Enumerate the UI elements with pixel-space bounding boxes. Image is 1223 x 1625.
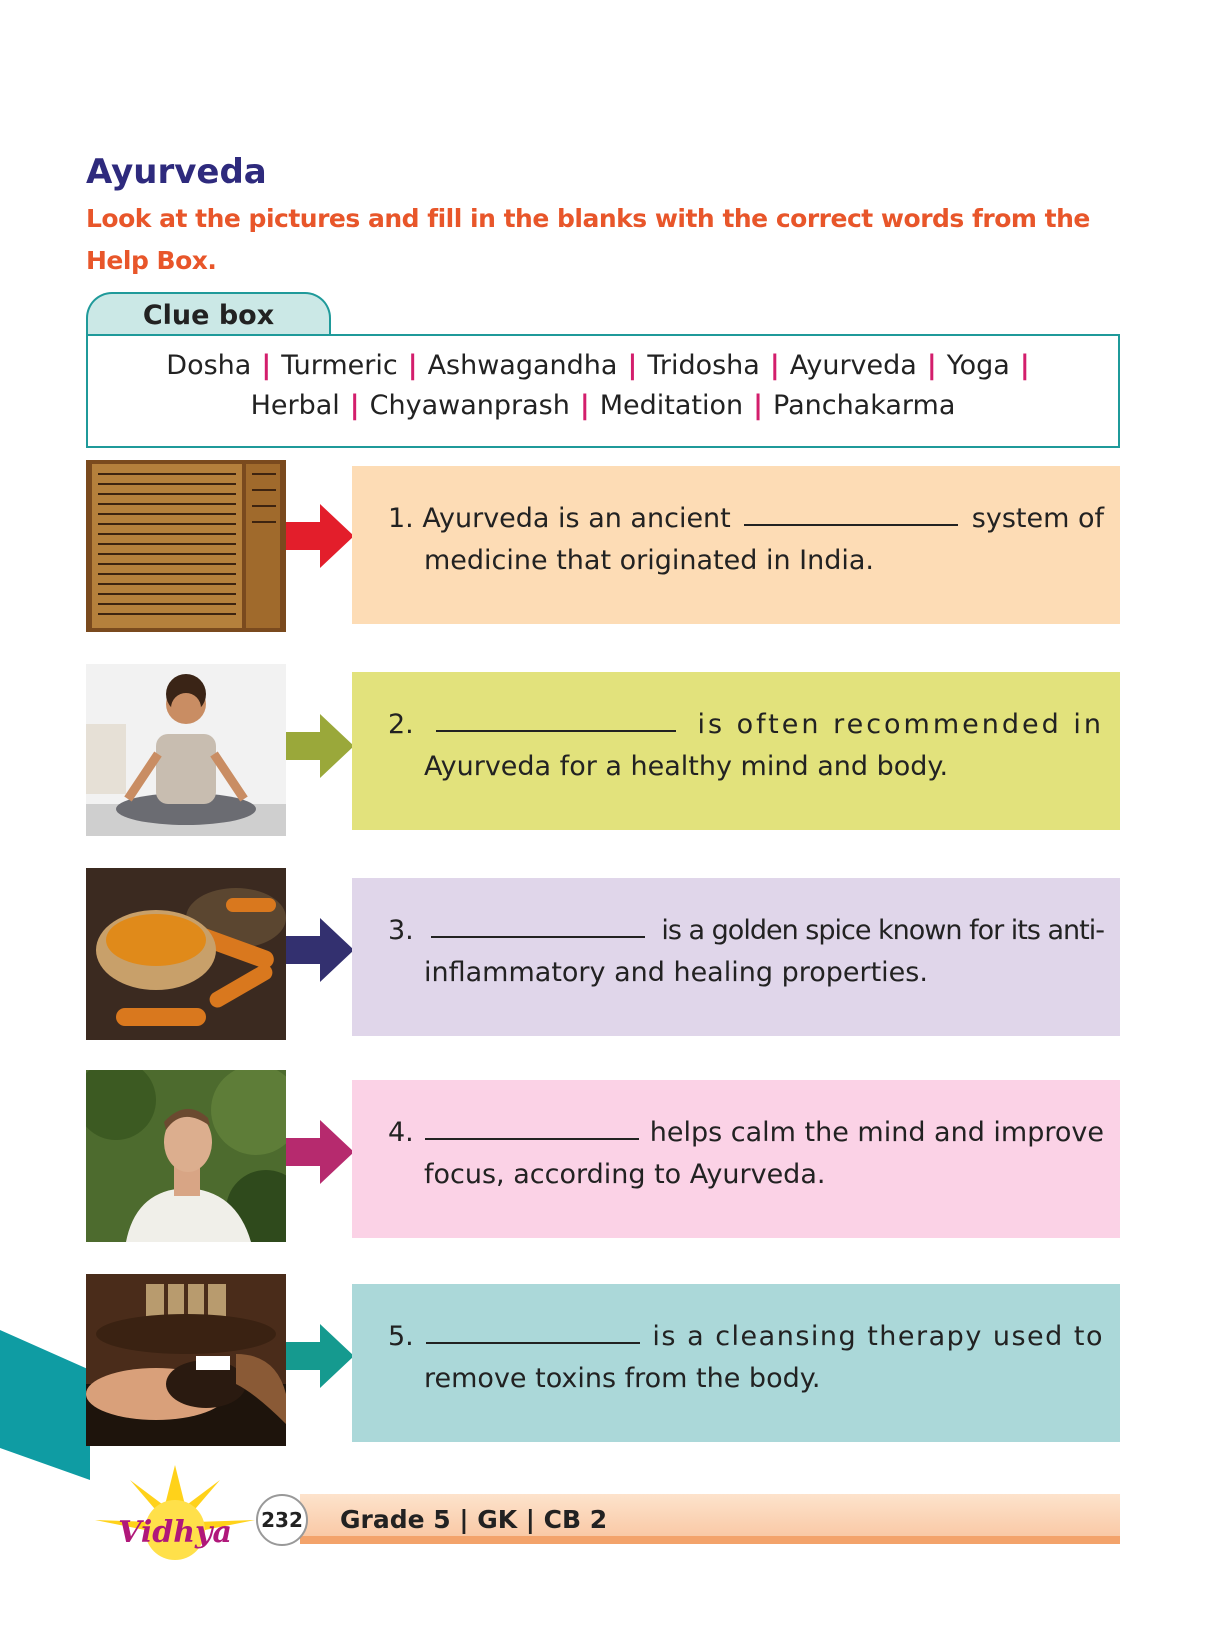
instruction-text: Look at the pictures and fill in the blanks with the correct words from the Help Box.	[86, 204, 1090, 275]
clue-word: Turmeric	[281, 350, 398, 381]
question-number: 3.	[388, 915, 414, 946]
turmeric-photo	[86, 868, 286, 1040]
footer-text: Grade 5 | GK | CB 2	[340, 1505, 608, 1534]
question-number: 4.	[388, 1117, 414, 1148]
answer-blank[interactable]	[425, 1112, 639, 1140]
question-text: is often recommended in	[697, 709, 1104, 740]
arrow-right-icon	[286, 504, 354, 568]
clue-word: Yoga	[946, 350, 1010, 381]
question-number: 2.	[388, 709, 414, 740]
arrow-right-icon	[286, 1120, 354, 1184]
panchakarma-photo	[86, 1274, 286, 1446]
question-text: helps calm the mind and improve	[649, 1117, 1104, 1148]
question-5-box	[352, 1284, 1120, 1442]
question-line-2: medicine that originated in India.	[424, 545, 874, 576]
arrow-right-icon	[286, 918, 354, 982]
question-number: 1.	[388, 503, 414, 534]
clue-line-1	[88, 346, 1118, 386]
page-title: Ayurveda	[86, 152, 267, 192]
answer-blank[interactable]	[436, 704, 676, 732]
clue-separator: |	[1019, 350, 1030, 381]
decorative-teal-shape	[0, 1330, 90, 1480]
page-number: 232	[256, 1494, 308, 1546]
clue-separator: |	[926, 350, 937, 381]
question-text: is a cleansing therapy used to	[652, 1321, 1104, 1352]
answer-blank[interactable]	[431, 910, 645, 938]
clue-separator: |	[349, 390, 360, 421]
clue-word: Meditation	[599, 390, 744, 421]
clue-separator: |	[753, 390, 763, 421]
question-line-2: remove toxins from the body.	[424, 1363, 821, 1394]
manuscript-photo	[86, 460, 286, 632]
svg-text:Vidhya: Vidhya	[118, 1515, 232, 1550]
question-3-box	[352, 878, 1120, 1036]
clue-line-2	[88, 386, 1118, 426]
clue-separator: |	[407, 350, 418, 381]
question-text: Ayurveda is an ancient	[422, 503, 731, 534]
clue-word: Chyawanprash	[369, 390, 570, 421]
breathing-man-photo	[86, 1070, 286, 1242]
clue-separator: |	[769, 350, 780, 381]
answer-blank[interactable]	[744, 498, 958, 526]
clue-word: Ayurveda	[789, 350, 917, 381]
answer-blank[interactable]	[426, 1316, 640, 1344]
clue-separator: |	[579, 390, 590, 421]
question-line	[388, 704, 1104, 746]
question-text: is a golden spice known for its anti-	[661, 915, 1104, 946]
question-line	[388, 1112, 1104, 1154]
question-line-2: Ayurveda for a healthy mind and body.	[424, 751, 949, 782]
clue-word: Tridosha	[647, 350, 760, 381]
clue-word: Panchakarma	[773, 390, 956, 421]
question-line	[388, 498, 1104, 540]
question-4-box	[352, 1080, 1120, 1238]
yoga-photo	[86, 664, 286, 836]
question-line-2: inflammatory and healing properties.	[424, 957, 928, 988]
question-text: system of	[971, 503, 1104, 534]
question-1-box	[352, 466, 1120, 624]
clue-box	[86, 334, 1120, 448]
question-2-box	[352, 672, 1120, 830]
clue-word: Ashwagandha	[427, 350, 618, 381]
question-line	[388, 910, 1104, 952]
clue-separator: |	[627, 350, 638, 381]
question-line	[388, 1316, 1104, 1358]
clue-word: Dosha	[166, 350, 252, 381]
arrow-right-icon	[286, 714, 354, 778]
question-line-2: focus, according to Ayurveda.	[424, 1159, 826, 1190]
question-number: 5.	[388, 1321, 414, 1352]
clue-box-tab: Clue box	[86, 292, 331, 336]
vidhya-logo	[90, 1460, 260, 1580]
clue-separator: |	[261, 350, 272, 381]
clue-word: Herbal	[250, 390, 340, 421]
arrow-right-icon	[286, 1324, 354, 1388]
